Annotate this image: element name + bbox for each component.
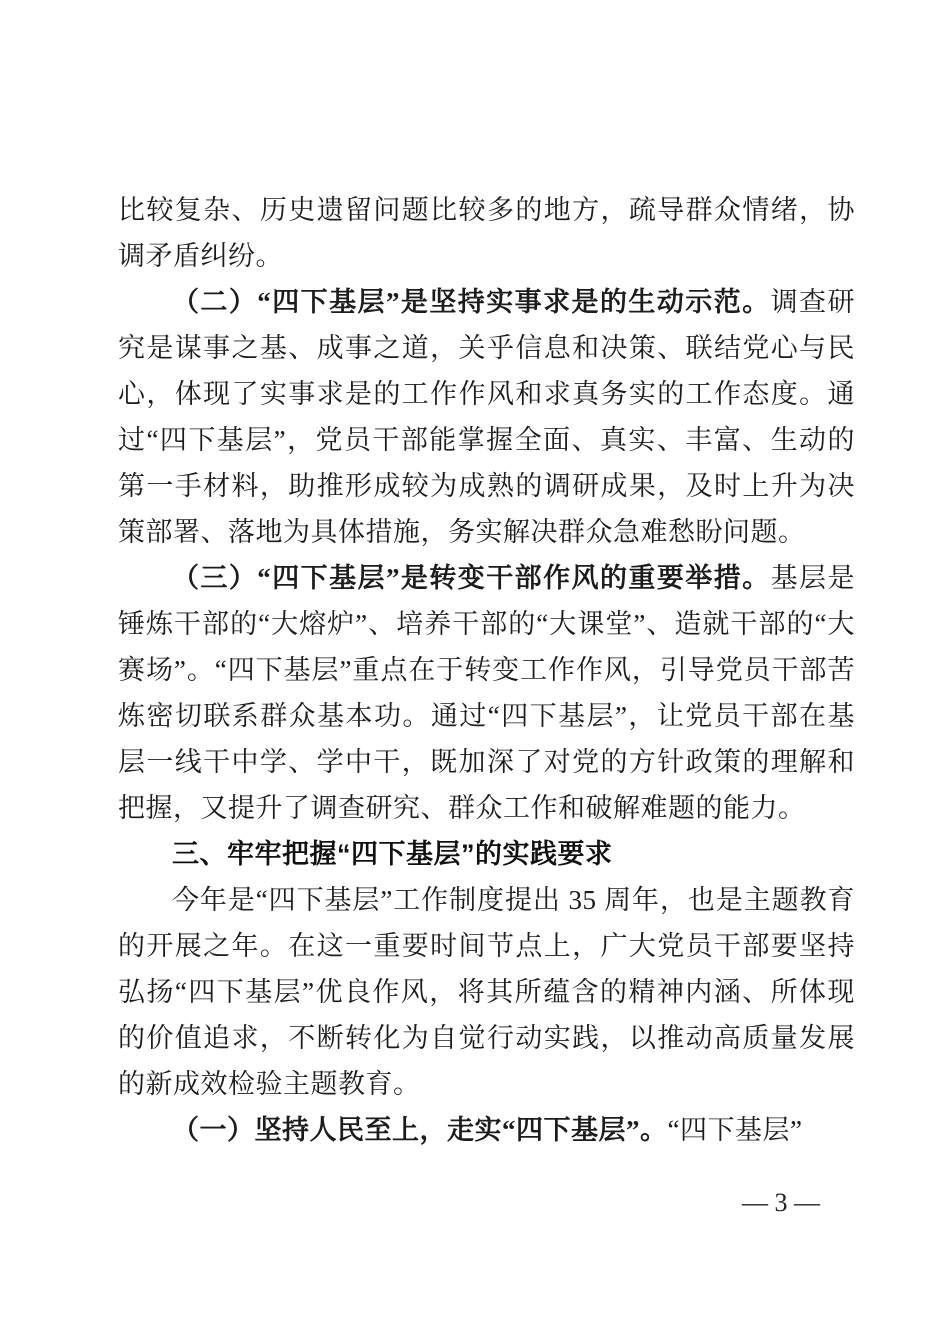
document-paragraph xyxy=(118,279,855,555)
paragraph-text: “四下基层” xyxy=(667,1115,803,1145)
page-number: — 3 — xyxy=(742,1188,820,1217)
section-heading-text: 三、牢牢把握“四下基层”的实践要求 xyxy=(172,839,613,869)
paragraph-lead: （二）“四下基层”是坚持实事求是的生动示范。 xyxy=(172,287,771,317)
section-heading xyxy=(118,831,855,877)
paragraph-text: 基层是锤炼干部的“大熔炉”、培养干部的“大课堂”、造就干部的“大赛场”。“四下基层”重点在于转变工作作风，引导党员干部苦炼密切联系群众基本功。通过“四下基层”，让党员干部在基层一线干中学、学中干，既加深了对党的方针政策的理解和把握，又提升了调查研究、群众工作和破解难题的能力。 xyxy=(118,563,855,823)
document-paragraph xyxy=(118,877,855,1107)
document-paragraph xyxy=(118,1107,855,1153)
document-body xyxy=(118,187,855,1153)
paragraph-text: 调查研究是谋事之基、成事之道，关乎信息和决策、联结党心与民心，体现了实事求是的工作作风和求真务实的工作态度。通过“四下基层”，党员干部能掌握全面、真实、丰富、生动的第一手材料，助推形成较为成熟的调研成果，及时上升为决策部署、落地为具体措施，务实解决群众急难愁盼问题。 xyxy=(118,287,855,547)
paragraph-text: 比较复杂、历史遗留问题比较多的地方，疏导群众情绪，协调矛盾纠纷。 xyxy=(118,195,855,271)
paragraph-text: 今年是“四下基层”工作制度提出 35 周年，也是主题教育的开展之年。在这一重要时间节点上，广大党员干部要坚持弘扬“四下基层”优良作风，将其所蕴含的精神内涵、所体现的价值追求，不断转化为自觉行动实践，以推动高质量发展的新成效检验主题教育。 xyxy=(118,885,855,1099)
document-paragraph xyxy=(118,187,855,279)
document-paragraph xyxy=(118,555,855,831)
paragraph-lead: （三）“四下基层”是转变干部作风的重要举措。 xyxy=(172,563,771,593)
paragraph-lead: （一）坚持人民至上，走实“四下基层”。 xyxy=(172,1115,668,1145)
